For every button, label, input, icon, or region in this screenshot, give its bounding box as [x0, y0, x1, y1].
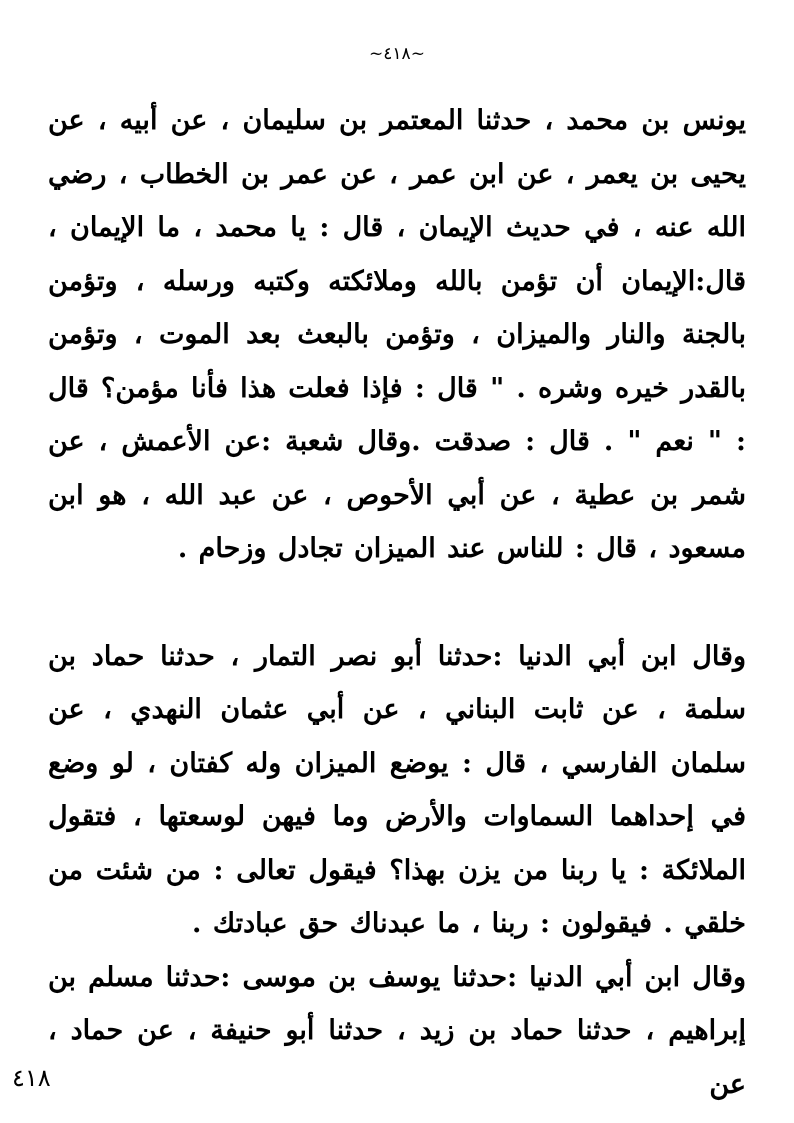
- paragraph-1: يونس بن محمد ، حدثنا المعتمر بن سليمان ، عن أبيه ، عن يحيى بن يعمر ، عن ابن عمر ، عن عمر بن الخطاب ، رضي الله عنه ، في حديث الإيمان ، قال : يا محمد ، ما الإيمان ، قال:الإيمان أن تؤمن بالله وملائكته وكتبه ورسله ، وتؤمن بالجنة والنار والميزان ، وتؤمن بالبعث بعد الموت ، وتؤمن بالقدر خيره وشره . " قال : فإذا فعلت هذا فأنا مؤمن؟ قال : " نعم " . قال : صدقت .وقال شعبة :عن الأعمش ، عن شمر بن عطية ، عن أبي الأحوص ، عن عبد الله ، هو ابن مسعود ، قال : للناس عند الميزان تجادل وزحام .: [48, 105, 746, 564]
- paragraph-2: وقال ابن أبي الدنيا :حدثنا أبو نصر التمار ، حدثنا حماد بن سلمة ، عن ثابت البناني ، عن أبي عثمان النهدي ، عن سلمان الفارسي ، قال : يوضع الميزان وله كفتان ، لو وضع في إحداهما السماوات والأرض وما فيهن لوسعتها ، فتقول الملائكة : يا ربنا من يزن بهذا؟ فيقول تعالى : من شئت من خلقي . فيقولون : ربنا ، ما عبدناك حق عبادتك .: [48, 640, 746, 939]
- paragraph-3: وقال ابن أبي الدنيا :حدثنا يوسف بن موسى :حدثنا مسلم بن إبراهيم ، حدثنا حماد بن زيد ، حدثنا أبو حنيفة ، عن حماد ، عن: [48, 961, 746, 1100]
- page-header: ~٤١٨~: [369, 44, 425, 64]
- body-text: [48, 94, 746, 1111]
- page-number: ٤١٨: [12, 1064, 51, 1092]
